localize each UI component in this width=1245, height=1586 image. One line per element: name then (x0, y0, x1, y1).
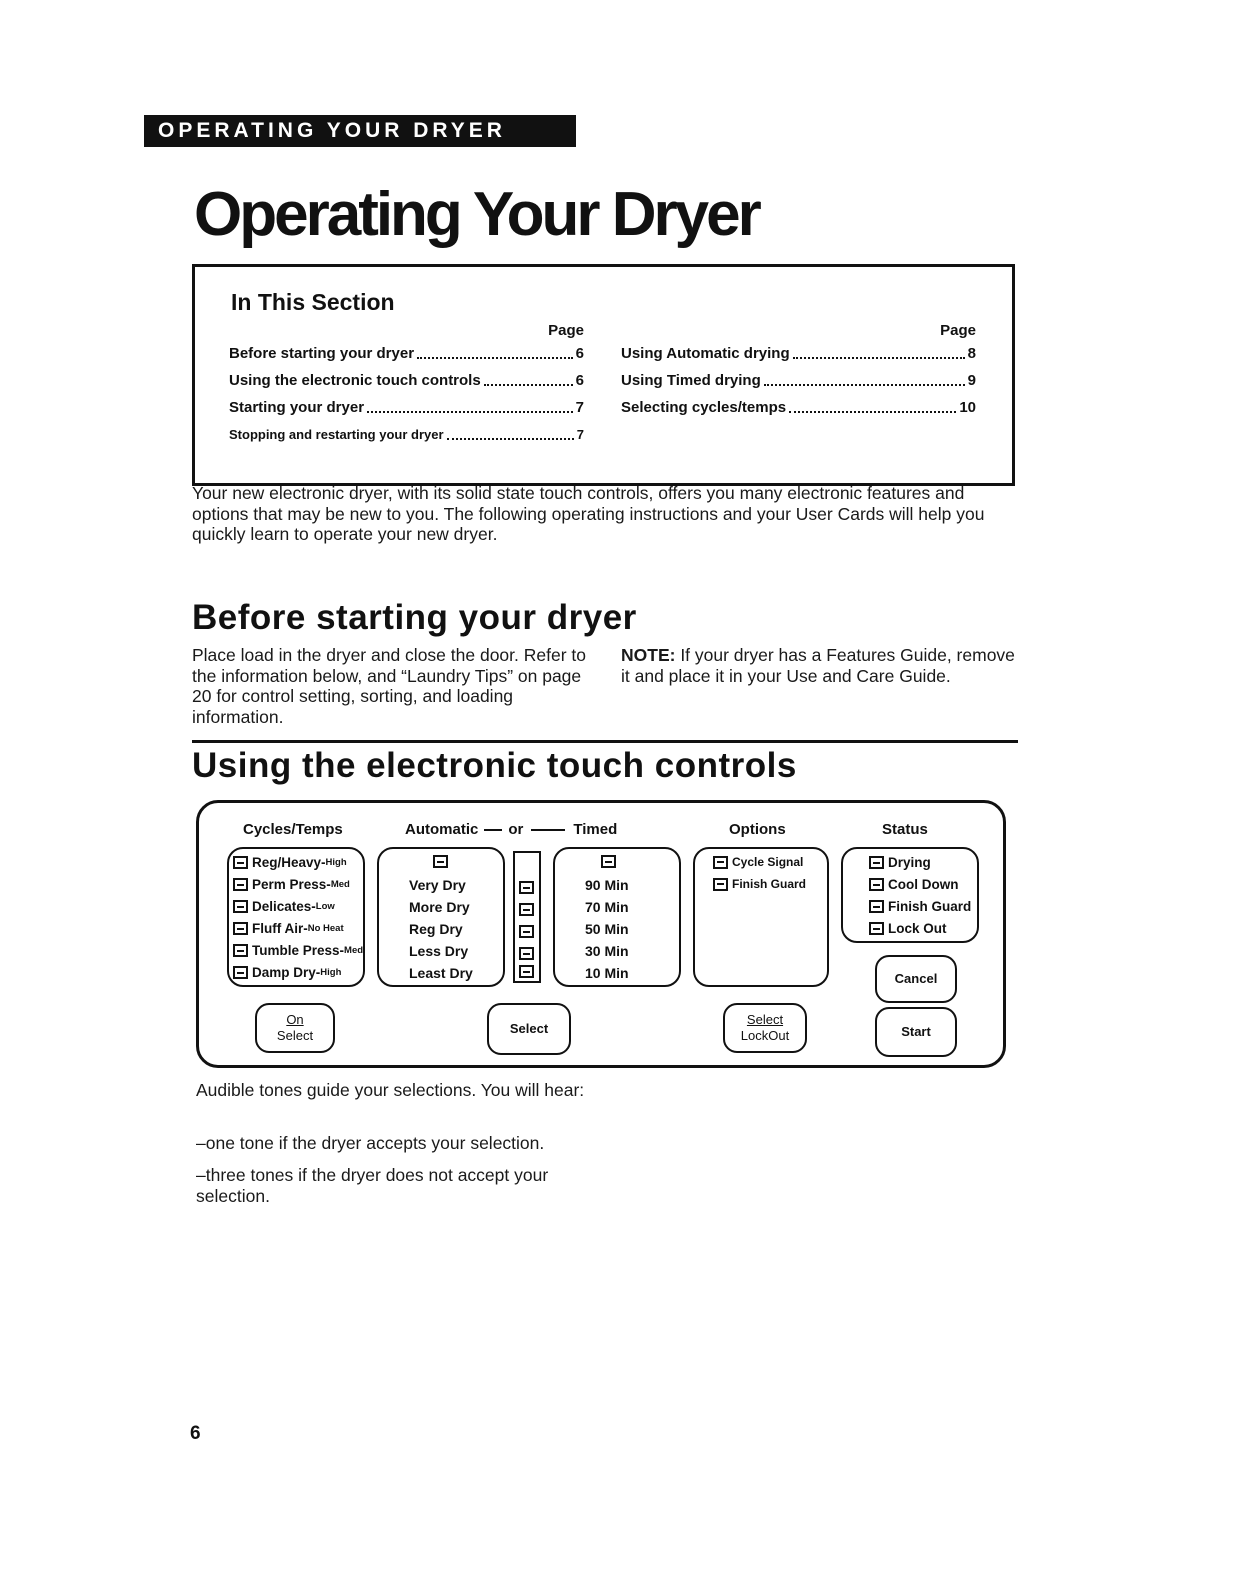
auto-reg-dry[interactable]: Reg Dry (409, 921, 463, 937)
on-select-button[interactable]: On Select (255, 1003, 335, 1053)
toc-entry[interactable]: Before starting your dryer 6 (229, 345, 584, 362)
indicator-light-icon (233, 856, 248, 869)
indicator-light-icon (519, 903, 534, 916)
select-lockout-button[interactable]: Select LockOut (723, 1003, 807, 1053)
note-paragraph (621, 645, 1021, 686)
cycle-damp-dry[interactable]: Damp Dry- High (233, 965, 341, 980)
indicator-light-icon (869, 878, 884, 891)
page-title: Operating Your Dryer (194, 180, 759, 249)
cycle-reg-heavy[interactable]: Reg/Heavy- High (233, 855, 347, 870)
cycle-delicates[interactable]: Delicates- Low (233, 899, 335, 914)
before-starting-text: Place load in the dryer and close the door. Refer to the information below, and “Laundry Tips” on page 20 for control setting, sorting, and loading information. (192, 645, 586, 727)
toc-entry[interactable]: Using the electronic touch controls 6 (229, 372, 584, 389)
options-group (693, 847, 829, 987)
section-banner: OPERATING YOUR DRYER (144, 115, 576, 147)
indicator-light-icon (519, 881, 534, 894)
indicator-light-icon (433, 855, 448, 868)
before-starting-heading: Before starting your dryer (192, 598, 637, 637)
status-header: Status (882, 821, 928, 838)
toc-entry[interactable]: Selecting cycles/temps 10 (621, 399, 976, 416)
cycles-group (227, 847, 365, 987)
indicator-light-icon (233, 922, 248, 935)
control-panel-diagram (196, 800, 1006, 1068)
intro-paragraph: Your new electronic dryer, with its solid state touch controls, offers you many electronic features and options that may be new to you. The following operating instructions and your User Cards will help you quickly learn to operate your new dryer. (192, 483, 985, 544)
start-button[interactable]: Start (875, 1007, 957, 1057)
timed-10-min[interactable]: 10 Min (585, 965, 629, 981)
note-text: If your dryer has a Features Guide, remove it and place it in your Use and Care Guide. (621, 645, 1015, 686)
auto-less-dry[interactable]: Less Dry (409, 943, 469, 959)
indicator-light-icon (233, 966, 248, 979)
toc-page-label: Page (548, 322, 584, 339)
toc-entry[interactable]: Starting your dryer 7 (229, 399, 584, 416)
status-group (841, 847, 979, 943)
option-finish-guard[interactable]: Finish Guard (713, 877, 806, 891)
indicator-light-icon (713, 878, 728, 891)
indicator-light-icon (519, 925, 534, 938)
cycle-fluff-air[interactable]: Fluff Air- No Heat (233, 921, 344, 936)
indicator-light-icon (233, 900, 248, 913)
note-label: NOTE: (621, 645, 676, 665)
indicator-light-icon (233, 878, 248, 891)
section-divider (192, 740, 1018, 743)
timed-50-min[interactable]: 50 Min (585, 921, 629, 937)
automatic-group (377, 847, 505, 987)
toc-heading: In This Section (231, 289, 395, 315)
tones-intro: Audible tones guide your selections. You will hear: (196, 1080, 585, 1100)
auto-least-dry[interactable]: Least Dry (409, 965, 473, 981)
select-button[interactable]: Select (487, 1003, 571, 1055)
tone-three: –three tones if the dryer does not accept your selection. (196, 1165, 549, 1206)
cycle-perm-press[interactable]: Perm Press- Med (233, 877, 350, 892)
indicator-light-icon (869, 922, 884, 935)
indicator-light-icon (869, 900, 884, 913)
timed-30-min[interactable]: 30 Min (585, 943, 629, 959)
toc-page-label: Page (940, 322, 976, 339)
status-drying: Drying (869, 855, 931, 870)
timed-90-min[interactable]: 90 Min (585, 877, 629, 893)
toc-entry[interactable]: Using Automatic drying 8 (621, 345, 976, 362)
cycles-temps-header: Cycles/Temps (243, 821, 343, 838)
options-header: Options (729, 821, 786, 838)
cycle-tumble-press[interactable]: Tumble Press- Med (233, 943, 363, 958)
in-this-section-box (192, 264, 1015, 486)
status-finish-guard: Finish Guard (869, 899, 971, 914)
toc-right-column (621, 322, 976, 421)
option-cycle-signal[interactable]: Cycle Signal (713, 855, 803, 869)
toc-entry[interactable]: Using Timed drying 9 (621, 372, 976, 389)
status-cool-down: Cool Down (869, 877, 959, 892)
indicator-light-icon (713, 856, 728, 869)
indicator-light-icon (519, 947, 534, 960)
tone-one: –one tone if the dryer accepts your selection. (196, 1133, 545, 1153)
cancel-button[interactable]: Cancel (875, 955, 957, 1003)
toc-entry[interactable]: Stopping and restarting your dryer 7 (229, 427, 584, 442)
touch-controls-heading: Using the electronic touch controls (192, 746, 797, 785)
timed-70-min[interactable]: 70 Min (585, 899, 629, 915)
status-lock-out: Lock Out (869, 921, 947, 936)
indicator-light-icon (869, 856, 884, 869)
dryness-indicator-bar (513, 851, 541, 983)
indicator-light-icon (233, 944, 248, 957)
automatic-or-timed-header: Automatic or Timed (405, 821, 618, 838)
toc-left-column (229, 322, 584, 448)
page-number: 6 (190, 1423, 201, 1444)
indicator-light-icon (519, 965, 534, 978)
auto-more-dry[interactable]: More Dry (409, 899, 470, 915)
indicator-light-icon (601, 855, 616, 868)
auto-very-dry[interactable]: Very Dry (409, 877, 466, 893)
timed-group (553, 847, 681, 987)
